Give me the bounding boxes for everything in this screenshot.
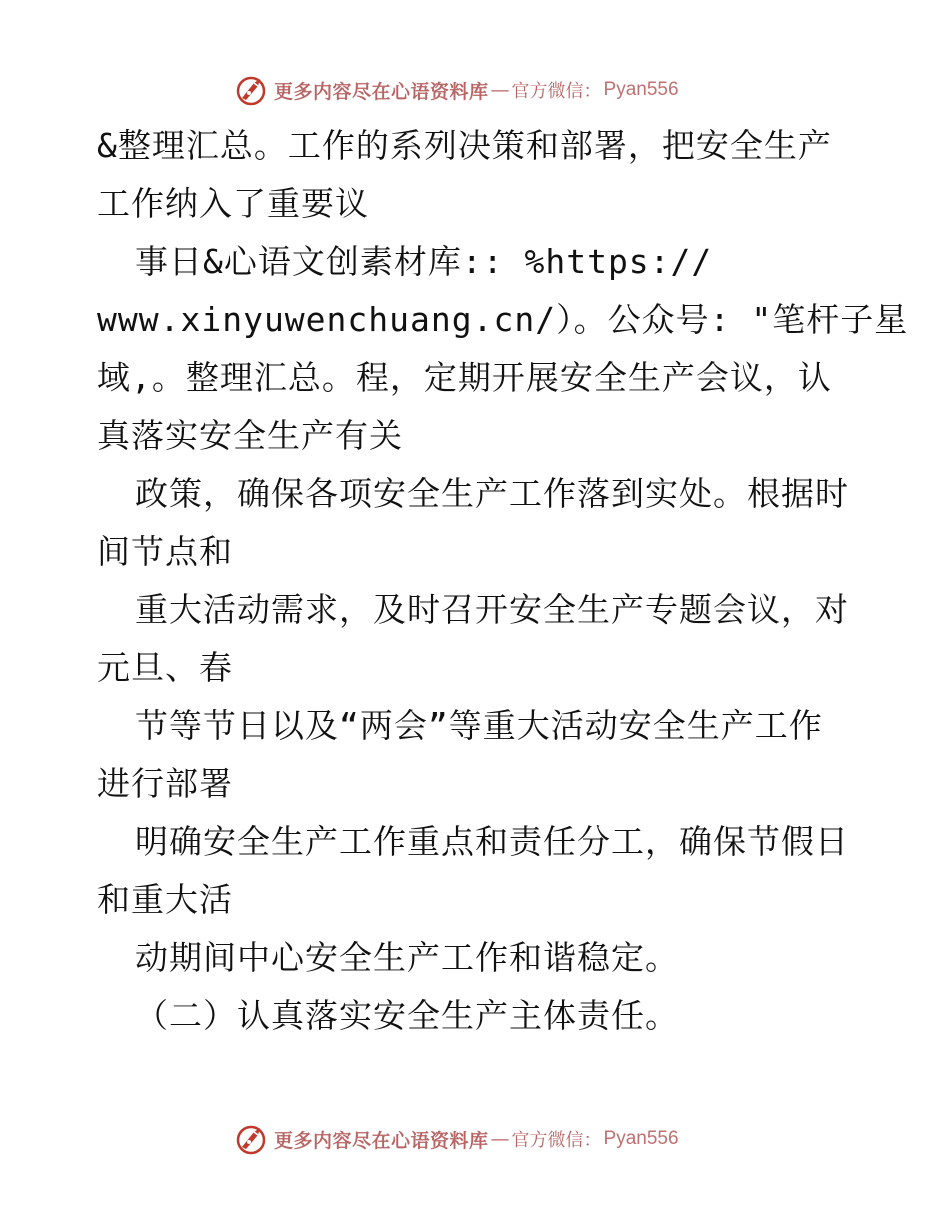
header-banner (234, 72, 679, 108)
body-line: 重大活动需求，及时召开安全生产专题会议，对 (135, 590, 849, 629)
body-line: &整理汇总。工作的系列决策和部署，把安全生产 (97, 126, 832, 165)
body-line: 工作纳入了重要议 (97, 184, 369, 223)
body-line: 动期间中心安全生产工作和谐稳定。 (135, 938, 679, 977)
body-line: 政策，确保各项安全生产工作落到实处。根据时 (135, 474, 849, 513)
body-line: 进行部署 (97, 764, 233, 803)
body-line: 间节点和 (97, 532, 233, 571)
body-line: （二）认真落实安全生产主体责任。 (135, 996, 679, 1035)
footer-banner (234, 1121, 679, 1157)
body-line: www.xinyuwenchuang.cn/）。公众号: "笔杆子星 (97, 300, 909, 339)
body-line: 节等节日以及“两会”等重大活动安全生产工作 (135, 706, 823, 745)
body-line: 和重大活 (97, 880, 233, 919)
banner-wechat-id: Pyan556 (603, 79, 679, 100)
banner-separator: — (490, 79, 510, 101)
banner-wechat-id: Pyan556 (603, 1128, 679, 1149)
banner-wechat-label: 官方微信： (511, 1130, 602, 1151)
banner-text: 更多内容尽在心语资料库 (274, 1129, 489, 1152)
body-line: 域,。整理汇总。程，定期开展安全生产会议，认 (97, 358, 832, 397)
body-line: 真落实安全生产有关 (97, 416, 403, 455)
body-line: 事日&心语文创素材库:: %https:// (135, 242, 713, 281)
banner-wechat-label: 官方微信： (511, 81, 602, 102)
document-body (97, 117, 909, 1045)
banner-separator: — (490, 1128, 510, 1150)
banner-text: 更多内容尽在心语资料库 (274, 80, 489, 103)
pen-nib-circle-icon (234, 1122, 268, 1156)
body-line: 明确安全生产工作重点和责任分工，确保节假日 (135, 822, 849, 861)
body-line: 元旦、春 (97, 648, 233, 687)
pen-nib-circle-icon (234, 73, 268, 107)
